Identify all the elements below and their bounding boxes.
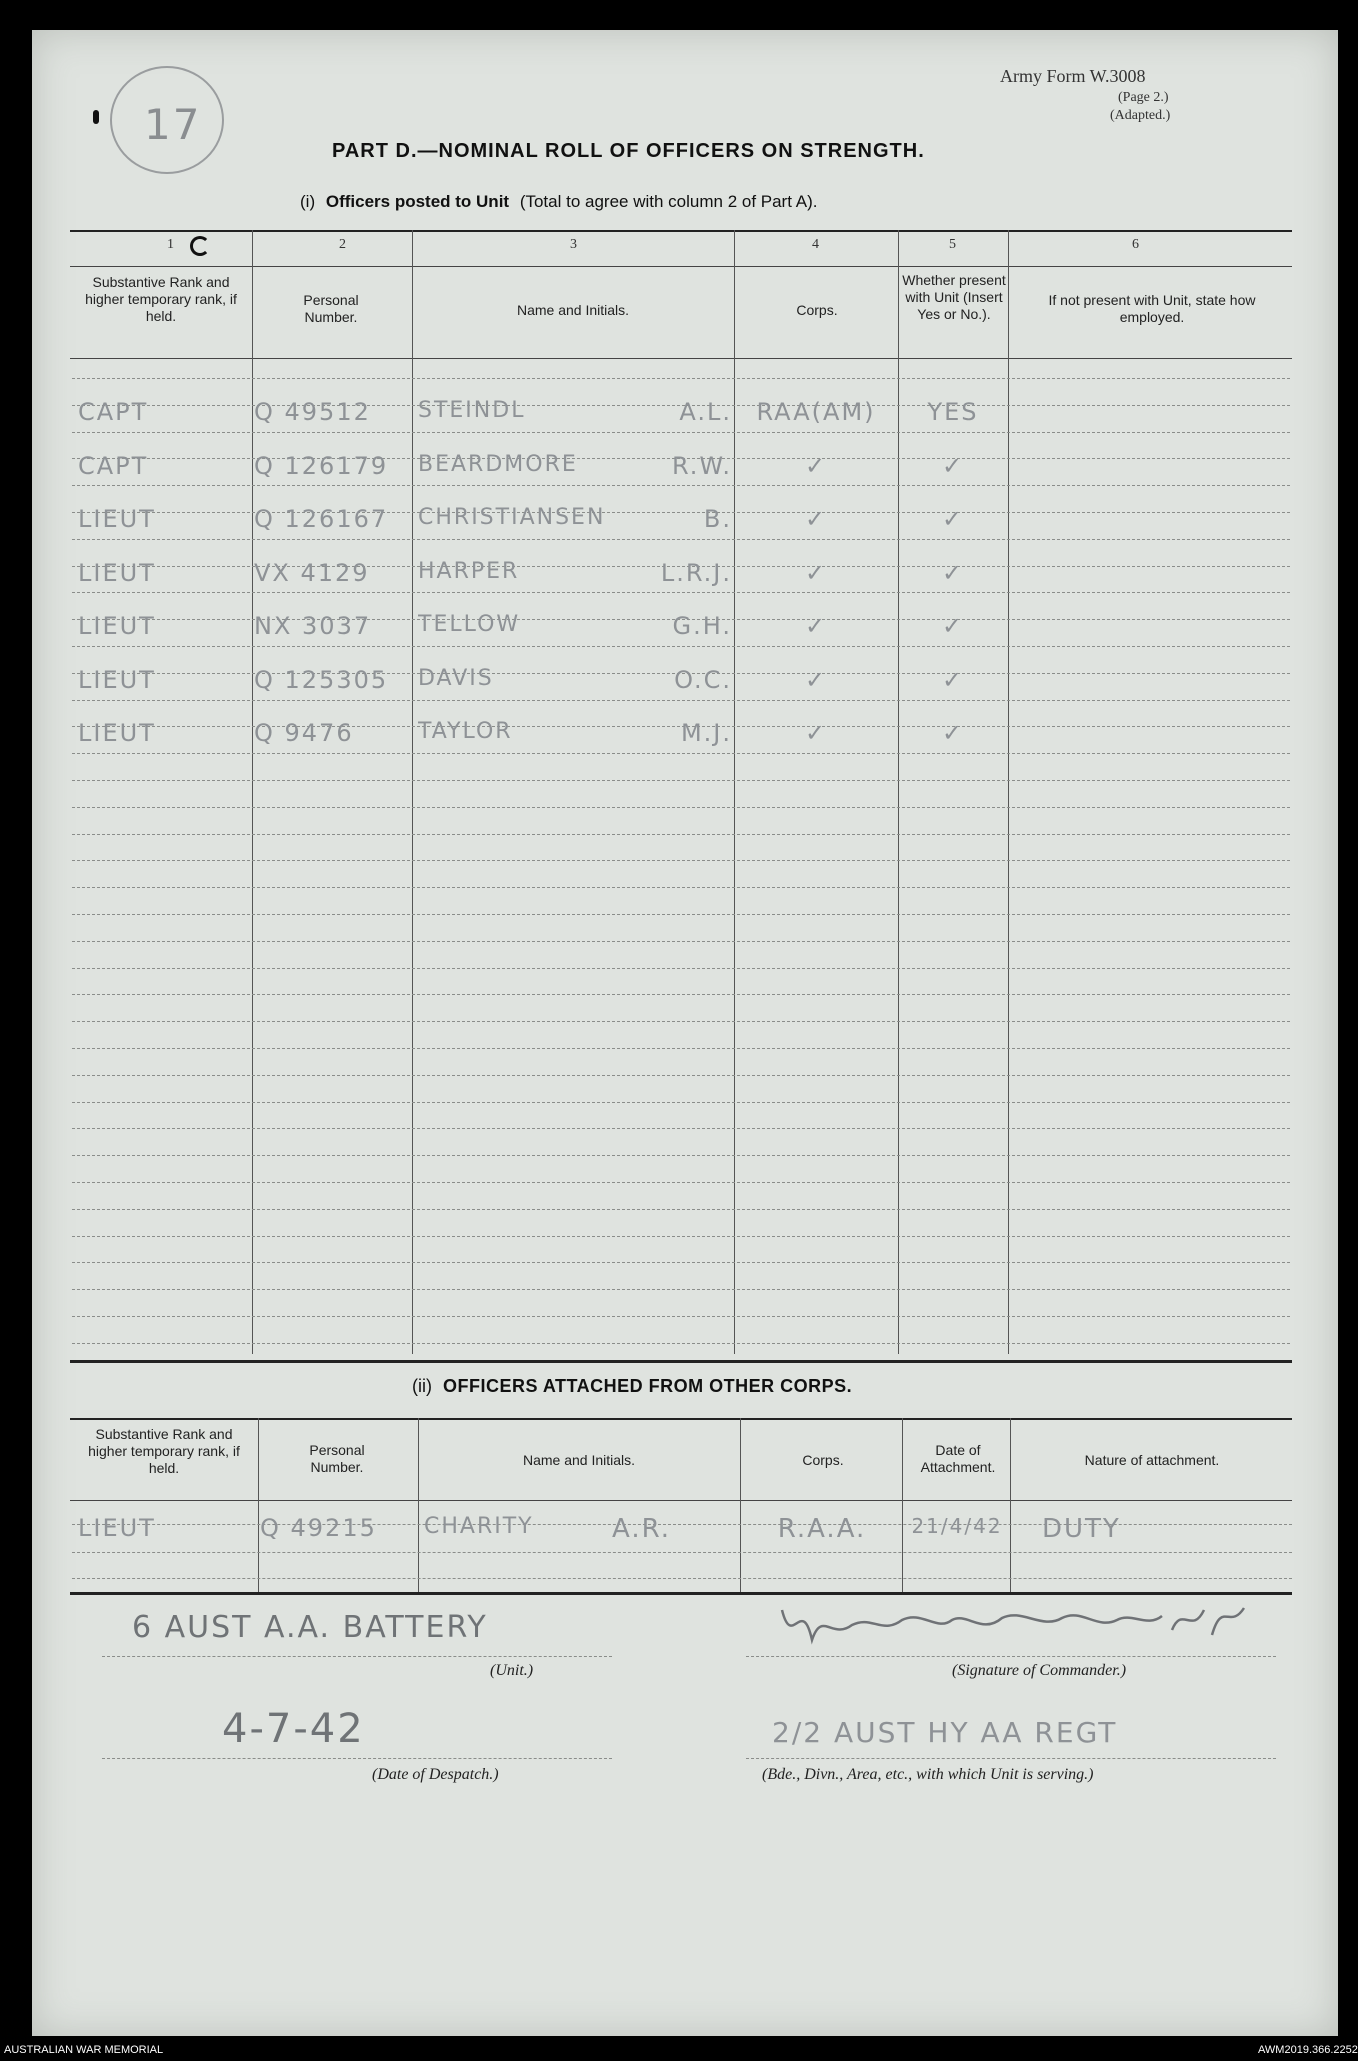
t2-cell-corps: R.A.A. [777,1514,867,1544]
t1-cell-name: DAVIS [418,665,494,691]
t2-cell-initials: A.R. [612,1514,671,1544]
t1-cell-present: ✓ [941,719,965,747]
unit-value: 6 AUST A.A. BATTERY [132,1610,488,1645]
t1-header-corps: Corps. [796,302,838,318]
table1-top-rule [70,230,1292,232]
table2-top-rule [70,1418,1292,1420]
t1-cell-present: ✓ [941,665,965,694]
table1-col-divider [252,230,253,1354]
t1-cell-rank: LIEUT [78,505,156,533]
t1-cell-initials: O.C. [674,665,732,694]
t1-header-present: Whether present with Unit (Insert Yes or No.). [902,272,1006,322]
t1-row-rule [72,378,1290,379]
t1-cell-corps: ✓ [804,558,828,587]
t1-cell-number: Q 9476 [254,719,354,747]
form-id: Army Form W.3008 [1000,66,1146,86]
t1-cell-name: TELLOW [418,612,521,637]
t1-row-rule [72,646,1290,647]
table1-col-divider [898,230,899,1354]
despatch-date-label: (Date of Despatch.) [372,1766,499,1783]
t2-header-corps: Corps. [802,1452,844,1468]
col-number-1: 1 [167,237,174,252]
t1-cell-corps: ✓ [804,665,828,694]
t1-cell-name: HARPER [418,558,520,584]
table1-header-rule [70,358,1292,359]
t1-row-rule [72,1209,1290,1210]
t1-row-rule [72,941,1290,942]
t1-cell-rank: LIEUT [78,665,156,694]
col-number-6: 6 [1132,237,1139,252]
t1-cell-name: BEARDMORE [418,451,578,477]
unit-label: (Unit.) [490,1662,534,1679]
t2-header-rank: Substantive Rank and higher temporary rank, if held. [88,1426,240,1476]
section2-title: OFFICERS ATTACHED FROM OTHER CORPS. [443,1376,853,1396]
t1-cell-initials: B. [703,505,732,533]
section2-num: (ii) [412,1376,432,1396]
margin-note: 17 [144,100,202,149]
t2-header-date: Date of Attachment. [920,1442,996,1475]
table2-col-divider [740,1418,741,1592]
t1-cell-rank: LIEUT [78,719,156,747]
t1-header-name: Name and Initials. [516,302,630,318]
t1-cell-initials: M.J. [680,719,732,747]
t1-row-rule [72,994,1290,995]
t1-row-rule [72,860,1290,861]
col-number-2: 2 [339,237,346,252]
t2-cell-date: 21/4/42 [911,1514,1003,1538]
t1-row-rule [72,1048,1290,1049]
t1-row-rule [72,780,1290,781]
brigade-line [746,1758,1276,1759]
t1-row-rule [72,539,1290,540]
t1-cell-rank: LIEUT [78,558,156,587]
t1-cell-name: STEINDL [418,398,526,423]
brigade-value: 2/2 AUST HY AA REGT [772,1716,1118,1749]
table2-col-divider [902,1418,903,1592]
t1-header-number: Personal Number. [303,292,359,325]
ink-mark [93,110,99,124]
section2-top-rule [70,1360,1292,1363]
t1-cell-name: TAYLOR [418,719,513,744]
t1-row-rule [72,1236,1290,1237]
t1-row-rule [72,1262,1290,1263]
t2-header-number: Personal Number. [309,1442,365,1475]
t1-row-rule [72,968,1290,969]
t1-cell-number: Q 126167 [254,505,389,533]
t1-cell-present: ✓ [941,451,965,480]
despatch-date-value: 4-7-42 [222,1706,365,1752]
t1-row-rule [72,592,1290,593]
section1-num: (i) [300,192,316,211]
table2-col-divider [258,1418,259,1592]
t1-row-rule [72,432,1290,433]
t1-cell-present: ✓ [941,612,965,640]
t1-row-rule [72,834,1290,835]
t1-row-rule [72,700,1290,701]
t1-cell-number: Q 49512 [254,398,371,426]
table2-col-divider [418,1418,419,1592]
t1-cell-number: Q 125305 [254,665,389,694]
section2-heading [412,1376,852,1397]
t1-cell-initials: L.R.J. [660,558,732,587]
t1-row-rule [72,1289,1290,1290]
form-adapted: (Adapted.) [1110,108,1171,123]
t1-row-rule [72,1075,1290,1076]
table1-number-rule [70,266,1292,267]
t1-cell-corps: ✓ [804,719,828,747]
t1-cell-number: VX 4129 [254,558,370,587]
t2-cell-nature: DUTY [1042,1514,1121,1544]
signature-label: (Signature of Commander.) [952,1662,1127,1679]
col-number-3: 3 [570,237,577,252]
table2-header-rule [70,1500,1292,1501]
t2-row-rule [72,1552,1292,1553]
t2-row-rule [72,1578,1292,1579]
t1-cell-corps: ✓ [804,451,828,480]
t1-cell-initials: R.W. [671,451,732,480]
t2-header-name: Name and Initials. [522,1452,636,1468]
t1-cell-corps: RAA(AM) [756,398,876,426]
image-footer-right: AWM2019.366.2252 [1258,2044,1358,2056]
section1-title: Officers posted to Unit [325,192,510,211]
t1-row-rule [72,1182,1290,1183]
t2-cell-name: CHARITY [424,1514,534,1539]
t1-row-rule [72,914,1290,915]
brigade-label: (Bde., Divn., Area, etc., with which Unit is serving.) [762,1766,1094,1783]
t1-cell-present: ✓ [941,505,965,533]
t2-cell-rank: LIEUT [78,1514,156,1542]
t1-cell-rank: CAPT [78,398,149,426]
despatch-date-line [102,1758,612,1759]
t1-cell-present: ✓ [941,558,965,587]
t1-cell-initials: G.H. [672,612,732,640]
t1-cell-number: NX 3037 [254,612,372,640]
t1-row-rule [72,887,1290,888]
commander-signature [752,1590,1272,1660]
t1-cell-rank: CAPT [78,451,149,480]
t1-cell-number: Q 126179 [254,451,389,480]
t1-row-rule [72,1155,1290,1156]
t1-cell-present: YES [927,398,979,426]
t1-cell-initials: A.L. [679,398,732,426]
table1-col-divider [1008,230,1009,1354]
t1-header-rank: Substantive Rank and higher temporary rank, if held. [85,274,237,324]
unit-line [102,1656,612,1657]
t1-row-rule [72,1343,1290,1344]
section1-heading [300,192,817,212]
t1-cell-corps: ✓ [804,612,828,640]
t2-cell-number: Q 49215 [260,1514,377,1542]
image-footer-left: AUSTRALIAN WAR MEMORIAL [4,2044,164,2056]
t1-cell-corps: ✓ [804,505,828,533]
col-number-4: 4 [812,237,819,252]
form-paper [32,30,1338,2036]
t1-row-rule [72,753,1290,754]
t1-row-rule [72,807,1290,808]
t1-cell-name: CHRISTIANSEN [418,505,606,530]
col-number-5: 5 [949,237,956,252]
table1-col-divider [734,230,735,1354]
t1-row-rule [72,1128,1290,1129]
t1-header-employed: If not present with Unit, state how employed. [1048,292,1256,325]
table2-col-divider [1010,1418,1011,1592]
t1-row-rule [72,1102,1290,1103]
page-title: PART D.—NOMINAL ROLL OF OFFICERS ON STRENGTH. [332,140,925,162]
form-page: (Page 2.) [1118,90,1169,105]
t2-header-nature: Nature of attachment. [1084,1452,1220,1468]
ink-smudge [190,236,210,256]
t1-cell-rank: LIEUT [78,612,156,640]
t1-row-rule [72,1316,1290,1317]
section1-note: (Total to agree with column 2 of Part A). [519,192,818,211]
t1-row-rule [72,1021,1290,1022]
t1-row-rule [72,485,1290,486]
signature-line [746,1656,1276,1657]
